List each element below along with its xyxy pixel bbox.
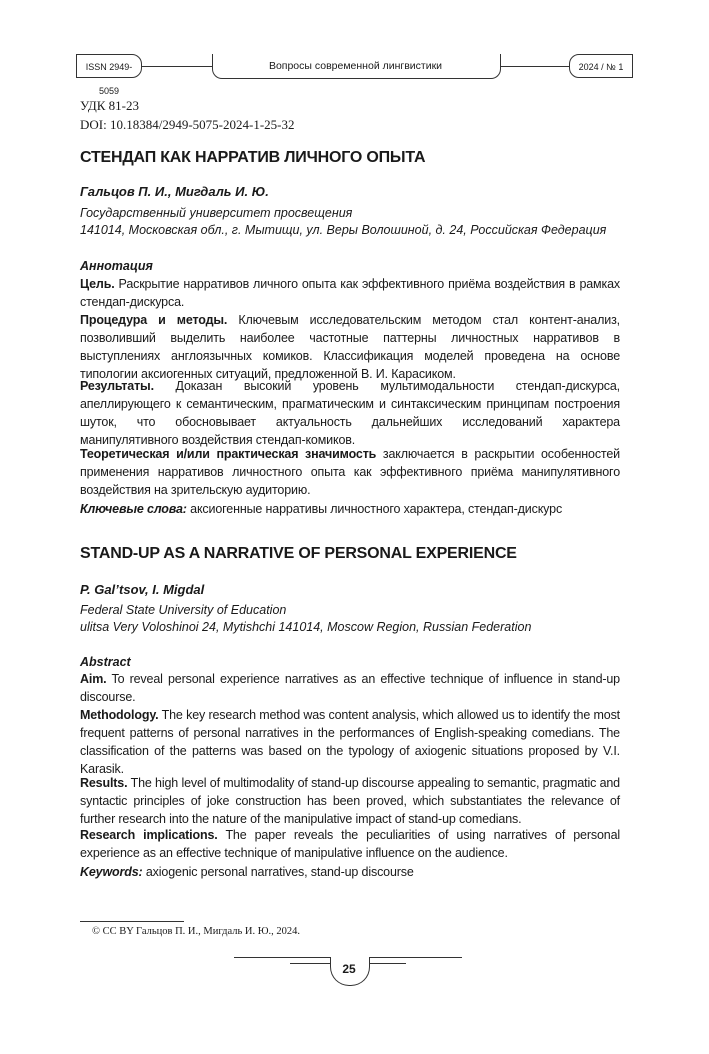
keywords-label-en: Keywords:: [80, 865, 143, 879]
abstract-aim-en: [80, 670, 620, 706]
methods-label-ru: Процедура и методы.: [80, 313, 228, 327]
abstract-aim-ru: [80, 275, 620, 311]
methods-text-ru: Ключевым исследовательским методом стал контент-анализ, позволивший выделить наиболее частотные паттерны личностных нарративов в выступлениях англоязычных комиков. Классификация моделей проведена на основе типологии аксиогенных ситуаций, предложенной В. И. Карасиком.: [80, 313, 620, 381]
authors-ru: Гальцов П. И., Мигдаль И. Ю.: [80, 184, 269, 199]
methods-text-en: The key research method was content analysis, which allowed us to identify the most frequent patterns of personal narratives in the performances of English-speaking comedians. The classification of the patterns was based on the typology of axiogenic situations proposed by V.I. Karasik.: [80, 708, 620, 776]
abstract-implications-en: [80, 826, 620, 862]
abstract-methods-en: [80, 706, 620, 778]
header-journal-title: Вопросы современной лингвистики: [268, 60, 443, 72]
header-issue: 2024 / № 1: [569, 54, 633, 78]
affiliation-ru: Государственный университет просвещения: [80, 206, 353, 220]
results-text-ru: Доказан высокий уровень мультимодальности стендап-дискурса, апеллирующего к семантическим, прагматическим и синтаксическим принципам построения шуток, что обосновывает актуальность дальнейших исследований характера манипулятивного воздействия стендап-комиков.: [80, 379, 620, 447]
header-issn: ISSN 2949-5059: [76, 54, 142, 78]
implications-label-en: Research implications.: [80, 828, 218, 842]
authors-en: P. Gal’tsov, I. Migdal: [80, 582, 205, 597]
keywords-text-en: axiogenic personal narratives, stand-up discourse: [142, 865, 414, 879]
footnote-rule: [80, 921, 184, 922]
aim-text-ru: Раскрытие нарративов личного опыта как эффективного приёма воздействия в рамках стендап-дискурса.: [80, 277, 620, 309]
results-text-en: The high level of multimodality of stand-up discourse appealing to semantic, pragmatic and syntactic principles of joke construction has been proved, which substantiates the relevance of further research into the nature of the manipulative impact of stand-up comedians.: [80, 776, 620, 826]
address-ru: 141014, Московская обл., г. Мытищи, ул. Веры Волошиной, д. 24, Российская Федерация: [80, 223, 607, 237]
udk: УДК 81-23: [80, 98, 140, 113]
paper-title-ru: СТЕНДАП КАК НАРРАТИВ ЛИЧНОГО ОПЫТА: [80, 149, 426, 166]
keywords-label-ru: Ключевые слова:: [80, 502, 187, 516]
abstract-heading-en: Abstract: [80, 655, 131, 669]
keywords-text-ru: аксиогенные нарративы личностного характера, стендап-дискурс: [186, 502, 563, 516]
page-number: 25: [342, 962, 356, 976]
keywords-ru: [80, 500, 620, 518]
abstract-results-en: [80, 774, 620, 828]
results-label-en: Results.: [80, 776, 128, 790]
aim-label-en: Aim.: [80, 672, 107, 686]
abstract-implications-ru: [80, 445, 620, 499]
abstract-results-ru: [80, 377, 620, 449]
abstract-heading-ru: Аннотация: [80, 259, 153, 273]
paper-title-en: STAND-UP AS A NARRATIVE OF PERSONAL EXPERIENCE: [80, 545, 517, 562]
aim-label-ru: Цель.: [80, 277, 115, 291]
methods-label-en: Methodology.: [80, 708, 159, 722]
implications-text-ru: заключается в раскрытии особенностей применения нарративов личностного опыта как эффективного приёма манипулятивного воздействия на зрительскую аудиторию.: [80, 447, 620, 497]
address-en: ulitsa Very Voloshinoi 24, Mytishchi 141014, Moscow Region, Russian Federation: [80, 620, 532, 634]
affiliation-en: Federal State University of Education: [80, 603, 287, 617]
running-header: [76, 54, 633, 96]
abstract-methods-ru: [80, 311, 620, 383]
footnote-copyright: © CC BY Гальцов П. И., Мигдаль И. Ю., 2024.: [92, 926, 301, 937]
keywords-en: [80, 863, 620, 881]
doi: DOI: 10.18384/2949-5075-2024-1-25-32: [80, 117, 295, 132]
implications-text-en: The paper reveals the peculiarities of using narratives of personal experience as an effective technique of manipulative influence on the audience.: [80, 828, 620, 860]
aim-text-en: To reveal personal experience narratives as an effective technique of influence in stand-up discourse.: [80, 672, 620, 704]
results-label-ru: Результаты.: [80, 379, 154, 393]
implications-label-ru: Теоретическая и/или практическая значимость: [80, 447, 377, 461]
